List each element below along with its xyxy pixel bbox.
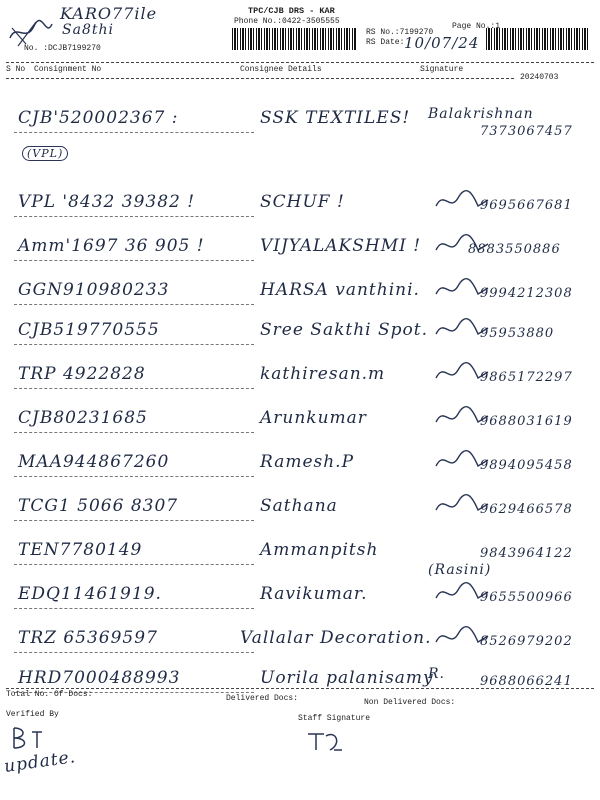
consignment-number: Amm'1697 36 905 ! [18, 236, 205, 256]
row-underline [14, 344, 254, 345]
rs-date-value: 10/07/24 [404, 34, 480, 52]
total-docs: Total No. Of Docs: [6, 690, 93, 699]
phone-number: 8526979202 [480, 634, 573, 649]
staff-signature: Staff Signature [298, 714, 371, 723]
consignment-number: CJB80231685 [18, 408, 148, 428]
table-row [0, 236, 600, 276]
phone-number: 9629466578 [480, 502, 573, 517]
handwritten-name: Sa8thi [62, 22, 114, 38]
table-row [0, 364, 600, 404]
recipient-signature: Balakrishnan [428, 106, 534, 122]
row-underline [14, 132, 254, 133]
handwritten-code: KARO77ile [60, 4, 158, 23]
table-row [0, 540, 600, 580]
rs-date-label: RS Date: [366, 38, 405, 47]
consignee-name: kathiresan.m [260, 364, 386, 384]
consignee-name: Ravikumar. [260, 584, 368, 604]
row-underline [14, 304, 254, 305]
table-row [0, 496, 600, 536]
col-consignment: Consignment No [34, 65, 102, 74]
consignment-number: TRZ 65369597 [18, 628, 158, 648]
page-number: Page No.:1 [452, 22, 501, 31]
handwritten-update: update. [2, 747, 78, 777]
annotation-circle: (VPL) [22, 146, 68, 161]
consignee-name: Ramesh.P [260, 452, 355, 472]
consignment-number: MAA944867260 [18, 452, 170, 472]
drs-number: No. :DCJB7199270 [24, 44, 101, 53]
phone-number: 7373067457 [480, 124, 573, 139]
phone-number: 9655500966 [480, 590, 573, 605]
consignee-name: VIJYALAKSHMI ! [260, 236, 422, 256]
table-row [0, 628, 600, 668]
phone-number: 8883550886 [468, 242, 561, 257]
phone-number: 9695667681 [480, 198, 573, 213]
consignment-number: CJB'520002367 : [18, 108, 179, 128]
verified-by: Verified By [6, 710, 59, 719]
consignment-number: CJB519770555 [18, 320, 160, 340]
row-underline [14, 388, 254, 389]
consignee-name: Vallalar Decoration. [240, 628, 432, 648]
row-underline [14, 216, 254, 217]
phone-number: 9688031619 [480, 414, 573, 429]
col-signature: Signature [420, 65, 464, 74]
consignment-number: TEN7780149 [18, 540, 143, 560]
verified-signature [8, 722, 48, 752]
footer-rule [6, 688, 594, 689]
table-row [0, 192, 600, 232]
table-row [0, 320, 600, 360]
barcode-1 [232, 28, 356, 50]
recipient-signature: R. [428, 666, 445, 682]
barcode-2 [486, 28, 590, 50]
phone-number: 9994212308 [480, 286, 573, 301]
table-row [0, 408, 600, 448]
header-rule-bottom [6, 78, 514, 79]
phone-number: Phone No.:0422-3505555 [234, 17, 340, 26]
phone-number: 95953880 [480, 326, 555, 341]
staff-signature-mark [304, 728, 348, 756]
table-row [0, 106, 600, 160]
consignment-number: TRP 4922828 [18, 364, 146, 384]
consignment-number: EDQ11461919. [18, 584, 162, 604]
consignee-name: SCHUF ! [260, 192, 345, 212]
report-title: TPC/CJB DRS - KAR [248, 6, 335, 16]
row-underline [14, 520, 254, 521]
consignee-name: Arunkumar [260, 408, 367, 428]
consignment-number: GGN910980233 [18, 280, 170, 300]
consignment-number: VPL '8432 39382 ! [18, 192, 196, 212]
phone-number: 9865172297 [480, 370, 573, 385]
recipient-signature: (Rasini) [428, 562, 492, 578]
row-underline [14, 432, 254, 433]
col-sno: S No [6, 65, 26, 74]
header-rule [6, 62, 594, 63]
table-row [0, 280, 600, 320]
col-stamp: 20240703 [520, 73, 559, 82]
consignee-name: Sathana [260, 496, 338, 516]
row-underline [14, 260, 254, 261]
row-underline [14, 652, 254, 653]
row-underline [14, 476, 254, 477]
phone-number: 9688066241 [480, 674, 573, 689]
consignment-number: HRD7000488993 [18, 668, 181, 688]
row-underline [14, 608, 254, 609]
consignment-number: TCG1 5066 8307 [18, 496, 179, 516]
delivered-docs: Delivered Docs: [226, 694, 299, 703]
table-row [0, 452, 600, 492]
phone-number: 9894095458 [480, 458, 573, 473]
consignee-name: Ammanpitsh [260, 540, 379, 560]
consignee-name: Sree Sakthi Spot. [260, 320, 428, 340]
non-delivered-docs: Non Delivered Docs: [364, 698, 456, 707]
row-underline [14, 564, 254, 565]
consignee-name: HARSA vanthini. [260, 280, 420, 300]
consignee-name: SSK TEXTILES! [260, 108, 411, 128]
col-consignee: Consignee Details [240, 65, 322, 74]
table-row [0, 584, 600, 624]
rs-number: RS No.:7199270 [366, 28, 434, 37]
phone-number: 9843964122 [480, 546, 573, 561]
consignee-name: Uorila palanisamy [260, 668, 434, 688]
